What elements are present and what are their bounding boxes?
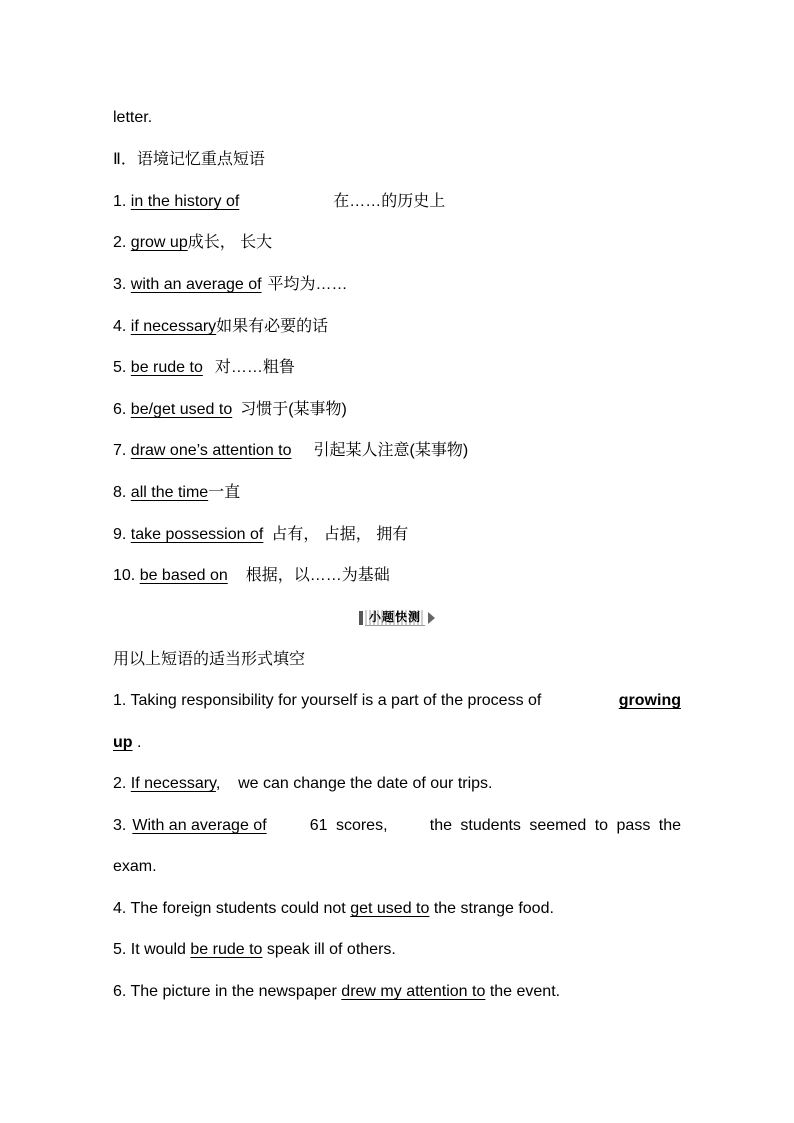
exercise-title: 用以上短语的适当形式填空: [113, 651, 306, 668]
phrase-text: draw one’s attention to: [130, 442, 292, 459]
phrase-text: grow up: [130, 234, 188, 251]
phrase-meaning: 一直: [208, 484, 241, 501]
answer-blank: With an average of: [132, 817, 267, 834]
answer-blank: up: [113, 734, 133, 751]
phrase-item: 4. if necessary如果有必要的话: [113, 318, 329, 335]
phrase-item: 9. take possession of 占有， 占据， 拥有: [113, 526, 409, 543]
phrase-item: 8. all the time一直: [113, 484, 241, 501]
phrase-text: be/get used to: [130, 401, 233, 418]
answer-blank: be rude to: [190, 941, 263, 958]
phrase-text: be rude to: [130, 359, 203, 376]
phrase-meaning: 根据，以……为基础: [245, 567, 390, 584]
phrase-meaning: 习惯于(某事物): [240, 401, 347, 418]
phrase-text: all the time: [130, 484, 209, 501]
phrase-text: in the history of: [130, 193, 240, 210]
exercise-item: 4. The foreign students could not get used to the strange food.: [113, 900, 554, 917]
answer-blank: growing: [618, 692, 681, 709]
phrase-meaning: 引起某人注意(某事物): [313, 442, 469, 459]
phrase-text: take possession of: [130, 526, 264, 543]
phrase-item: 5. be rude to 对……粗鲁: [113, 359, 295, 376]
answer-blank: If necessary: [130, 775, 216, 792]
continued-line: letter.: [113, 109, 153, 126]
phrase-text: with an average of: [130, 276, 262, 293]
triangle-right-icon: [428, 612, 435, 624]
phrase-item: 6. be/get used to 习惯于(某事物): [113, 401, 347, 418]
phrase-meaning: 在……的历史上: [333, 193, 446, 210]
section-title: Ⅱ．语境记忆重点短语: [113, 151, 265, 168]
phrase-meaning: 占有， 占据， 拥有: [271, 526, 409, 543]
badge-bar-icon: [359, 611, 363, 625]
phrase-text: be based on: [139, 567, 228, 584]
quick-test-badge: [359, 610, 435, 626]
phrase-meaning: 对……粗鲁: [214, 359, 295, 376]
badge-label: 小题快测: [365, 610, 425, 626]
exercise-item-cont: exam.: [113, 858, 157, 875]
exercise-item: 6. The picture in the newspaper drew my attention to the event.: [113, 983, 561, 1000]
phrase-meaning: 平均为……: [267, 276, 348, 293]
phrase-meaning: 如果有必要的话: [216, 318, 329, 335]
answer-blank: get used to: [350, 900, 430, 917]
exercise-item: 3. With an average of 61 scores, the students seemed to pass the: [113, 817, 681, 834]
phrase-text: if necessary: [130, 318, 217, 335]
exercise-item: 1. Taking responsibility for yourself is a part of the process of growing: [113, 692, 681, 709]
exercise-item-cont: up .: [113, 734, 142, 751]
exercise-item: 2. If necessary, we can change the date of our trips.: [113, 775, 493, 792]
phrase-item: 2. grow up成长， 长大: [113, 234, 273, 251]
phrase-item: 10. be based on 根据，以……为基础: [113, 567, 390, 584]
phrase-meaning: 成长， 长大: [187, 234, 273, 251]
phrase-item: 1. in the history of 在……的历史上: [113, 193, 446, 210]
phrase-item: 7. draw one’s attention to 引起某人注意(某事物): [113, 442, 469, 459]
answer-blank: drew my attention to: [341, 983, 486, 1000]
exercise-item: 5. It would be rude to speak ill of others.: [113, 941, 396, 958]
phrase-item: 3. with an average of 平均为……: [113, 276, 348, 293]
